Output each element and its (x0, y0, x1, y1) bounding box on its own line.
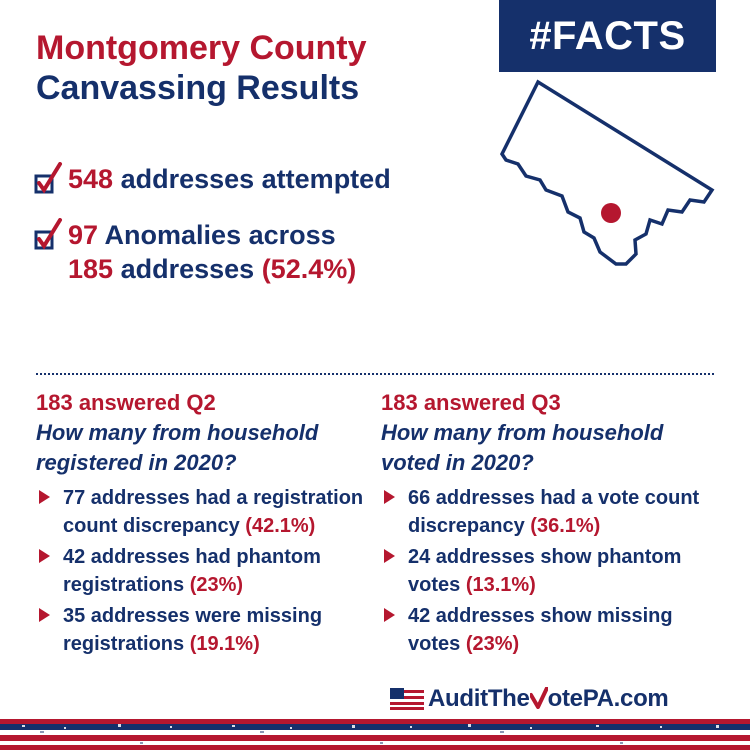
dotted-divider (36, 373, 714, 375)
item-percent: (42.1%) (245, 515, 316, 537)
county-outline (502, 82, 712, 264)
anomaly-percent: (52.4%) (261, 254, 357, 284)
bullet-arrow-icon (384, 490, 395, 504)
anomaly-addresses-label: addresses (120, 254, 255, 284)
flag-icon (390, 688, 424, 710)
q3-column (381, 388, 721, 661)
list-item (381, 602, 721, 658)
location-dot (601, 203, 621, 223)
q2-column (36, 388, 376, 661)
logo-text-part1: AuditThe (428, 685, 530, 712)
q2-list (36, 484, 376, 658)
item-percent: (23%) (189, 574, 244, 596)
audit-the-vote-logo (390, 684, 668, 714)
bullet-arrow-icon (384, 608, 395, 622)
q2-heading: 183 answered Q2 (36, 390, 216, 415)
q2-question: How many from household registered in 2020? (36, 420, 319, 475)
item-text: 77 addresses had a registration count discrepancy (63, 487, 364, 537)
item-percent: (19.1%) (189, 633, 260, 655)
bullet-arrow-icon (39, 490, 50, 504)
bullet-arrow-icon (39, 608, 50, 622)
item-percent: (23%) (465, 633, 520, 655)
attempted-label: addresses attempted (120, 164, 391, 194)
checkbox-check-icon (34, 218, 68, 258)
page-title (36, 28, 367, 108)
list-item (36, 543, 376, 599)
stat-attempted (34, 162, 391, 196)
item-text: 42 addresses had phantom registrations (63, 546, 321, 596)
facts-badge: #FACTS (499, 0, 716, 72)
anomalies-number: 97 (68, 220, 99, 250)
county-map-icon (490, 72, 730, 287)
logo-text-part2: otePA.com (547, 685, 669, 712)
item-percent: (13.1%) (465, 574, 536, 596)
list-item (381, 543, 721, 599)
list-item (36, 602, 376, 658)
item-percent: (36.1%) (530, 515, 601, 537)
bullet-arrow-icon (384, 549, 395, 563)
q3-list (381, 484, 721, 658)
list-item (36, 484, 376, 540)
bullet-arrow-icon (39, 549, 50, 563)
title-line-results: Canvassing Results (36, 69, 360, 107)
anomaly-addresses-number: 185 (68, 254, 114, 284)
list-item (381, 484, 721, 540)
flag-stripe-band (0, 719, 750, 750)
item-text: 35 addresses were missing registrations (63, 605, 323, 655)
anomalies-label: Anomalies across (104, 220, 336, 250)
q3-heading: 183 answered Q3 (381, 390, 561, 415)
vote-check-icon (530, 687, 548, 709)
q3-question: How many from household voted in 2020? (381, 420, 664, 475)
item-text: 66 addresses had a vote count discrepancy (408, 487, 700, 537)
stat-anomalies (34, 218, 356, 286)
item-text: 42 addresses show missing votes (408, 605, 673, 655)
attempted-number: 548 (68, 164, 114, 194)
item-text: 24 addresses show phantom votes (408, 546, 682, 596)
checkbox-check-icon (34, 162, 68, 202)
title-line-county: Montgomery County (36, 29, 367, 67)
